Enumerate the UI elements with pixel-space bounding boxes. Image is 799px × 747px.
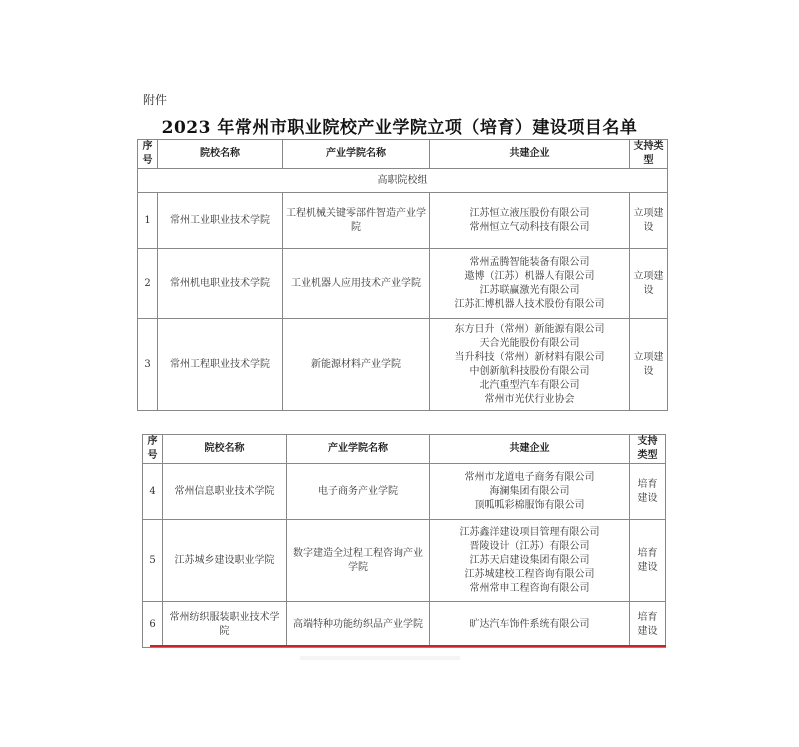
enterprise-item: 中创新航科技股份有限公司 (469, 365, 590, 377)
enterprise-item: 江苏天启建设集团有限公司 (469, 554, 590, 566)
row-college: 数字建造全过程工程咨询产业学院 (287, 520, 430, 602)
enterprise-item: 晋陵设计（江苏）有限公司 (469, 540, 590, 552)
header-support-type: 支持类型 (630, 140, 668, 169)
table-row (138, 193, 668, 249)
group-row (138, 169, 668, 193)
row-college: 工业机器人应用技术产业学院 (283, 249, 430, 319)
enterprise-item: 遨博（江苏）机器人有限公司 (464, 270, 595, 282)
group-label: 高职院校组 (138, 169, 668, 193)
enterprise-item: 当升科技（常州）新材料有限公司 (454, 351, 605, 363)
header-no: 序号 (138, 140, 158, 169)
row-enterprises (430, 520, 630, 602)
header-school: 院校名称 (158, 140, 283, 169)
row-school: 常州工业职业技术学院 (158, 193, 283, 249)
row-no: 2 (138, 249, 158, 319)
enterprise-item: 常州市光伏行业协会 (484, 393, 575, 405)
row-no: 6 (143, 602, 163, 648)
header-college: 产业学院名称 (287, 435, 430, 464)
header-school: 院校名称 (163, 435, 287, 464)
row-support-type: 培育建设 (630, 602, 666, 648)
red-underline (150, 645, 666, 647)
enterprise-item: 旷达汽车饰件系统有限公司 (469, 618, 590, 630)
table-row (143, 602, 666, 648)
row-enterprises (430, 319, 630, 411)
row-support-type: 培育建设 (630, 520, 666, 602)
table-row (143, 520, 666, 602)
row-school: 常州纺织服装职业技术学院 (163, 602, 287, 648)
row-enterprises (430, 464, 630, 520)
enterprise-item: 江苏联赢激光有限公司 (479, 284, 580, 296)
row-enterprises (430, 193, 630, 249)
enterprise-item: 常州孟腾智能装备有限公司 (469, 256, 590, 268)
row-no: 4 (143, 464, 163, 520)
row-college: 电子商务产业学院 (287, 464, 430, 520)
enterprise-item: 天合光能股份有限公司 (479, 337, 580, 349)
enterprise-item: 北汽重型汽车有限公司 (479, 379, 580, 391)
row-no: 3 (138, 319, 158, 411)
row-school: 常州机电职业技术学院 (158, 249, 283, 319)
enterprise-item: 江苏城建校工程咨询有限公司 (464, 568, 595, 580)
header-no: 序号 (143, 435, 163, 464)
attachment-label: 附件 (143, 93, 168, 107)
row-support-type: 立项建设 (630, 193, 668, 249)
project-table-2 (142, 434, 666, 648)
table-header-row (138, 140, 668, 169)
header-support-type: 支持类型 (630, 435, 666, 464)
enterprise-item: 江苏鑫洋建设项目管理有限公司 (459, 526, 600, 538)
table-row (143, 464, 666, 520)
enterprise-item: 海澜集团有限公司 (489, 485, 570, 497)
row-support-type: 立项建设 (630, 319, 668, 411)
row-college: 高端特种功能纺织品产业学院 (287, 602, 430, 648)
table-row (138, 249, 668, 319)
row-college: 新能源材料产业学院 (283, 319, 430, 411)
row-enterprises (430, 249, 630, 319)
enterprise-item: 顶呱呱彩棉服饰有限公司 (474, 499, 585, 511)
row-support-type: 立项建设 (630, 249, 668, 319)
header-enterprises: 共建企业 (430, 435, 630, 464)
enterprise-item: 常州恒立气动科技有限公司 (469, 221, 590, 233)
enterprise-item: 江苏恒立液压股份有限公司 (469, 207, 590, 219)
row-support-type: 培育建设 (630, 464, 666, 520)
table-row (138, 319, 668, 411)
row-enterprises (430, 602, 630, 648)
table-header-row (143, 435, 666, 464)
enterprise-item: 常州市龙道电子商务有限公司 (464, 471, 595, 483)
document-title: 2023 年常州市职业院校产业学院立项（培育）建设项目名单 (161, 118, 638, 138)
row-college: 工程机械关键零部件智造产业学院 (283, 193, 430, 249)
row-school: 常州工程职业技术学院 (158, 319, 283, 411)
row-school: 江苏城乡建设职业学院 (163, 520, 287, 602)
header-enterprises: 共建企业 (430, 140, 630, 169)
enterprise-item: 江苏汇博机器人技术股份有限公司 (454, 298, 605, 310)
row-no: 1 (138, 193, 158, 249)
enterprise-item: 常州常申工程咨询有限公司 (469, 582, 590, 594)
cropped-text-remnant (300, 656, 460, 660)
row-no: 5 (143, 520, 163, 602)
header-college: 产业学院名称 (283, 140, 430, 169)
row-school: 常州信息职业技术学院 (163, 464, 287, 520)
project-table-1 (137, 139, 668, 411)
enterprise-item: 东方日升（常州）新能源有限公司 (454, 323, 605, 335)
